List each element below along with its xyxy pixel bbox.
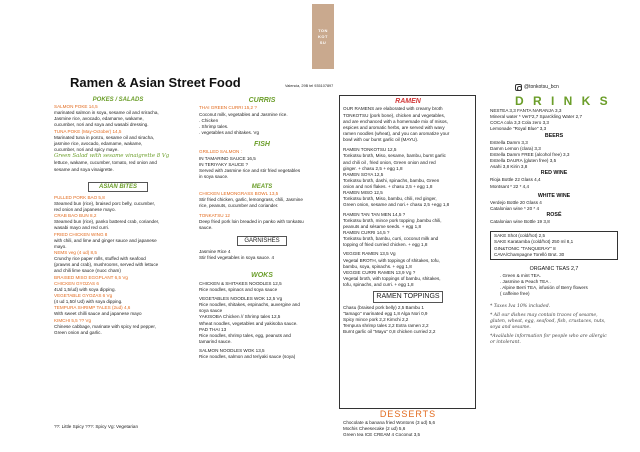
menu-line: CHICKEN & SHITAKES NOODLES 12,5 <box>199 280 282 286</box>
menu-line: . vegetables and shitakes. Vg <box>199 129 260 135</box>
section-title-fish: FISH <box>254 141 270 149</box>
section-title-toppings: RAMEN TOPPINGS <box>373 291 443 302</box>
menu-line: Green Salad with sesame vinaigrette 8 Vg <box>54 153 170 160</box>
menu-item-heading: VEGETABLE GYOZAS 6 Vg <box>54 292 113 298</box>
red-wine-list <box>490 177 618 189</box>
menu-line: tamarind sauce. <box>199 338 232 344</box>
menu-line: RAMEN TAN TAN MEN 14,5 ? <box>343 211 406 217</box>
menu-line: VEGGIE RAMEN 13,5 Vg <box>343 251 396 257</box>
menu-item-heading: TEMPURA SHRIMP TALES (2ud) 4,6 <box>54 305 131 311</box>
menu-line: or intolerant. <box>490 340 521 346</box>
menu-line: espices and aromatic herbs, are served with wavy <box>343 124 445 130</box>
menu-line: Tonkotsu broth, dashi, spinachs, bambu, Green <box>343 177 440 183</box>
menu-line: Stir fried chicken, garlic, lemongrass, chili, Jasmine <box>199 197 303 203</box>
menu-line: and are enchanced with a homemade mix of misos, <box>343 118 448 124</box>
menu-item-heading: TONKATSU 12 <box>199 212 230 218</box>
menu-item-heading: PULLED PORK BAO 5,8 <box>54 194 105 200</box>
menu-item-heading: FRIED CHICKEN WING 8 <box>54 231 108 237</box>
column-curris-woks <box>199 96 325 360</box>
menu-item-heading: SALMON POKE 14,5 <box>54 104 98 110</box>
menu-item-heading: BRAISED MISO EGGPLANT 6,5 Vg <box>54 274 128 280</box>
menu-line: red onion and japanese mayo. <box>54 206 116 212</box>
menu-line: Rice noodles, shitakes, espinachs, auvergine and <box>199 302 300 308</box>
menu-line: jasmine rice, avocado, edamame, wakame, <box>54 140 143 146</box>
menu-line: sauce. <box>199 224 213 230</box>
toppings-list <box>343 305 473 336</box>
section-title-white-wine: WHITE WINE <box>537 192 571 199</box>
menu-line: Catalonian wine * 20 * 4 <box>490 205 540 211</box>
ramen-list <box>343 147 473 288</box>
menu-line: with chili, and lime and ginger sauce and japanese <box>54 237 157 243</box>
menu-line: RAMEN SOYA 12,5 <box>343 171 384 177</box>
menu-item-heading: THAI GREEN CURRI 15,2 ? <box>199 105 257 111</box>
menu-line: in soya sauce. <box>199 174 229 180</box>
soft-drinks-list <box>490 108 618 133</box>
menu-line: Tempura shrimp tales 2,2 Extra ramen 2,2 <box>343 323 429 329</box>
section-title-ramen: RAMEN <box>395 98 421 105</box>
menu-line: Spicy mince pork 2,2 Kimchi 2,2 <box>343 316 409 322</box>
logo-line-3: SU <box>319 39 327 45</box>
poke-list <box>54 104 182 173</box>
menu-line: marinated salmon in soya, sesame oil and sriracha, <box>54 110 159 116</box>
menu-line: sesame and soya vinaigrette. <box>54 166 114 172</box>
menu-line: IN TERIYAKY SAUCE ? <box>199 161 249 167</box>
menu-line: Deep fried pork loin breaded in panko with tonkatsu <box>199 218 304 224</box>
menu-line: Green tea ICE CREAM 4 Coconut 3,5 <box>343 432 421 438</box>
section-title-beers: BEERS <box>544 132 564 139</box>
menu-line: ( caffeine free) <box>500 291 530 297</box>
section-title-curris: CURRIS <box>248 97 276 104</box>
menu-line: ramen noodles (wheat), and you can aromatize your <box>343 130 450 136</box>
menu-line: TONKOTSU (pork bone), chicken and vegetables, <box>343 112 446 118</box>
menu-line: Burnt garlic oil "Mayu" 0,8 chicken curried 2,2 <box>343 329 436 335</box>
menu-item-heading: CHICKEN GYOZAS 6 <box>54 280 99 286</box>
menu-line: Stir fried vegetables in soya sauce. 4 <box>199 255 275 261</box>
column-ramen <box>343 97 473 335</box>
menu-line: . Alpine Berri TEA, infusión of Berry flowers <box>500 285 588 291</box>
menu-line: Asahi 3,8 Kirin 3,8 <box>490 164 528 170</box>
menu-line: Chocolate & banana fried Wontons (3 ud) 5,6 <box>343 420 436 426</box>
section-title-woks: WOKS <box>251 272 273 280</box>
section-title-drinks: D R I N K S <box>515 94 611 108</box>
menu-line: soya and sesame. <box>490 324 531 330</box>
logo-line-1: TON <box>318 27 328 33</box>
menu-line: YAKISOBA Chicken // Shrimp tales 12,5 <box>199 314 281 320</box>
desserts-list <box>343 420 473 438</box>
menu-line: Vegetal broth, with toppings of bambu, shitakes, <box>343 276 441 282</box>
menu-line: Damm Lemon (clara) 3,3 <box>490 145 541 151</box>
menu-line: IN TAMARIND SAUCE 16,5 <box>199 155 256 161</box>
section-title-rose: ROSÉ <box>546 212 562 219</box>
menu-line: rice, peanuts, cucumber and coriander. <box>199 203 279 209</box>
menu-line: RAMEN CURRI 14,5 ? <box>343 230 390 236</box>
section-title-teas: ORGANIC TEAS 2,7 <box>529 265 579 272</box>
menu-line: . Jasmine & Peach TEA . <box>500 279 551 285</box>
menu-line: * All our dishes may contain traces of sesame, <box>490 312 598 318</box>
menu-line: "tamago" marinated egg 1,8 Alga Nori 0,9 <box>343 310 428 316</box>
menu-line: Jasmine Rice 4 <box>199 249 231 255</box>
menu-item-heading: TUNA POKE (May-October) 14,5 <box>54 128 122 134</box>
menu-line: Green onion and garlic. <box>54 329 102 335</box>
menu-line: Rice noodles, salmon and teriyaki sauce (soya) <box>199 354 296 360</box>
restaurant-logo <box>312 4 334 69</box>
menu-line: soya sauce <box>199 308 223 314</box>
menu-line: topping of fried curried chicken. + egg 1,8 <box>343 242 428 248</box>
menu-line: (prawns and crab), mushrooms, served with lettuce <box>54 262 159 268</box>
menu-line: Tonkotsu broth, mince pork topping ,bambu chili, <box>343 217 442 223</box>
menu-line: VEGGIE CURRI RAMEN 13,9 Vg ? <box>343 269 416 275</box>
menu-line: Steamed bun (rice), braised porc belly, cucumber, <box>54 200 156 206</box>
menu-line: Coconut milk, vegetables and Jasmine rice. <box>199 111 288 117</box>
column-pokes-bites <box>54 96 182 336</box>
menu-item-heading: CHICKEN LEMONGRASS BOWL 13,5 <box>199 191 279 197</box>
menu-line: Marinated tuna in ponzu, sesame oil and siracha, <box>54 134 155 140</box>
teas-list <box>490 273 618 298</box>
menu-line: 4Ud 1,5/ud) with soya dipping. <box>54 286 116 292</box>
page-title: Ramen & Asian Street Food <box>70 75 241 90</box>
menu-line: Wheat noodles, vegetables and yakisoba sauce. <box>199 320 298 326</box>
menu-line: COCA cola 3,3 Cola zero 3,3 <box>490 120 549 126</box>
section-title-desserts: DESSERTS <box>379 409 437 419</box>
menu-line: gluten, wheat, egg, seafood, fish, crustaces, nuts, <box>490 318 606 324</box>
beers-list <box>490 140 618 171</box>
menu-item-heading: KIMCHI 5,5 ?? Vg <box>54 317 92 323</box>
menu-line: Tonkotsu broth, Miso, sesame, bambu, burnt garlic <box>343 153 446 159</box>
menu-line: SALMON NOODLES WOK 13,5 <box>199 348 265 354</box>
menu-line: Rice noodles, shrimp tales, egg, peanuts and <box>199 332 291 338</box>
instagram-label: @tonkotsu_bcn <box>524 84 559 91</box>
menu-line: Tonkotsu broth, bambu, curri, coconut milk and <box>343 236 439 242</box>
menu-line: (4 ud 1,50/ Ud) with soya dipping. <box>54 299 123 305</box>
menu-line: . Shrimp tales. <box>199 123 229 129</box>
menu-line: Mineral water * Vert*2,7 Sparckling Water 2,7 <box>490 114 583 120</box>
section-title-pokes: POKES / SALADS <box>92 97 144 103</box>
sake-box <box>490 231 618 260</box>
menu-line: Tonkotsu broth, Miso, bambu, chili, red ginger, <box>343 196 437 202</box>
menu-line: mayo. <box>54 243 67 249</box>
fish-list <box>199 149 325 180</box>
menu-line: wasabi mayo and red curri. <box>54 225 110 231</box>
menu-line: OUR RAMENS are elaborated with creamy broth <box>343 106 443 112</box>
white-wine-list <box>490 200 618 212</box>
section-title-red-wine: RED WINE <box>540 170 568 177</box>
menu-item-heading: GRILLED SALMON : <box>199 149 242 155</box>
menu-line: Green onion, sesame and nori.+ chasu 2,5 +egg 1,8 <box>343 202 450 208</box>
instagram-icon <box>515 84 522 91</box>
section-title-garnishes: GARNISHES <box>237 236 287 246</box>
menu-line: NESTEA 3,3 FANTA NARANJA 3,3 <box>490 108 562 113</box>
garnishes-list <box>199 249 325 261</box>
meats-list <box>199 191 325 231</box>
menu-line: Rice noodles, spinacs and soya sauce <box>199 286 278 292</box>
spice-legend: ??: Little Spicy ???: Spicy Vg: Vegetarian <box>54 424 139 429</box>
menu-line: Chasu (braised pork belly) 2,5 Bambu 1 <box>343 304 424 310</box>
menu-line: Verdejo Bottle 20 Glass 4 <box>490 199 542 205</box>
menu-line: VEGETABLES NOODLES WOK 12,5 Vg <box>199 296 283 301</box>
menu-item-heading: CRAB BAO BUN 8,2 <box>54 213 97 219</box>
logo-line-2: KOT <box>318 33 328 39</box>
menu-line: SAKE Shot (cold/hot) 2,5 <box>494 233 546 239</box>
menu-line: Jasmine rice, avocado, edamame, wakame, <box>54 116 144 122</box>
menu-line: Montsant * 22 * 4,4 <box>490 183 530 189</box>
column-desserts <box>343 408 473 438</box>
menu-line: With sweet chilli sauce and japanese mayo <box>54 311 142 317</box>
menu-line: ginger. + chasu 2,5 + egg 1,8 <box>343 165 403 171</box>
address: Valencia, 29B tel 935107897 <box>285 84 334 88</box>
menu-line: Mochis Cheesecake (2 ud) 5,6 <box>343 426 406 432</box>
section-title-meats: MEATS <box>251 184 273 191</box>
menu-line: SAKE Karatamba (cold/hot) 250 ml 8,1 <box>494 239 574 245</box>
menu-line: Lemonade "Royal Blue" 3,3 <box>490 126 547 132</box>
menu-line: GIN&TONIC "TANQUERAY" 8 <box>494 245 556 251</box>
menu-item-heading: NEMS veg (4 ud) 8,5 <box>54 249 97 255</box>
menu-line: bambu, soya, spinachs. + egg 1,8 <box>343 263 412 269</box>
menu-line: Estrella Damm 3,3 <box>490 139 528 145</box>
menu-line: Estrella Damm FREE (alcohol free) 3,3 <box>490 151 570 157</box>
menu-line: and chili oil , fried onion, Green onion and red <box>343 159 436 165</box>
menu-line: lettuce, wakame, cucumber, tomato, red onion and <box>54 160 157 166</box>
menu-line: Steamed bun (rice), panko battered crab, coriander, <box>54 219 160 225</box>
menu-line: bowl with our burnt garlic oil (MAYU). <box>343 137 419 143</box>
menu-line: Crunchy rice paper rolls, stuffed with seafood <box>54 256 146 262</box>
bites-list <box>54 195 182 336</box>
menu-line: Rioja Bottle 22 Glass 4,4 <box>490 177 541 183</box>
menu-line: *Available information for people who are allergic <box>490 334 607 340</box>
menu-line: Estrella DAURA (gluten free) 3,5 <box>490 158 557 164</box>
section-title-bites: ASIAN BITES <box>88 182 148 192</box>
rose-list <box>490 219 618 225</box>
menu-line: CAVA/Champagne Torelló Brut. 30 <box>494 251 565 257</box>
notes-list <box>490 304 618 347</box>
menu-line: Catalonian wine Bottle 19 3,8 <box>490 219 550 225</box>
menu-line: tofu, spinachs, and curri. + egg 1,8 <box>343 282 414 288</box>
menu-line: . Green & mint TEA. <box>500 273 542 278</box>
menu-line: Vegetal BROTH, with toppings of shitakes, tofu, <box>343 257 440 263</box>
curris-list <box>199 105 325 136</box>
menu-line: and chili lime sauce (nuoc cham) <box>54 268 121 274</box>
column-drinks <box>490 108 618 346</box>
menu-line: peanuts and sésame seeds. + egg 1,8 <box>343 223 422 229</box>
menu-line: PAD THAI 13 <box>199 326 227 332</box>
menu-line: cucumber, nori and spicy maye. <box>54 147 119 153</box>
ramen-intro <box>343 106 473 143</box>
menu-line: RAMEN MISO 12,5 <box>343 190 383 196</box>
woks-list <box>199 281 325 361</box>
menu-line: Chinese cabbage, marinate with spicy red pepper, <box>54 323 156 329</box>
menu-line: * Taxes Iva 10% included. <box>490 303 551 309</box>
menu-line: cucumber, nori and soya and wasabi dressing. <box>54 122 149 128</box>
menu-line: onion and nori flakes. + chasu 2,5 + egg 1,8 <box>343 184 433 190</box>
menu-line: Served with Jasmine rice and stir fried vegetables <box>199 167 301 173</box>
menu-line: RAMEN TONKOTSU 12,5 <box>343 147 397 153</box>
menu-line: . Chicken <box>199 117 219 123</box>
instagram-handle[interactable] <box>515 84 559 91</box>
sake-list <box>494 233 614 258</box>
